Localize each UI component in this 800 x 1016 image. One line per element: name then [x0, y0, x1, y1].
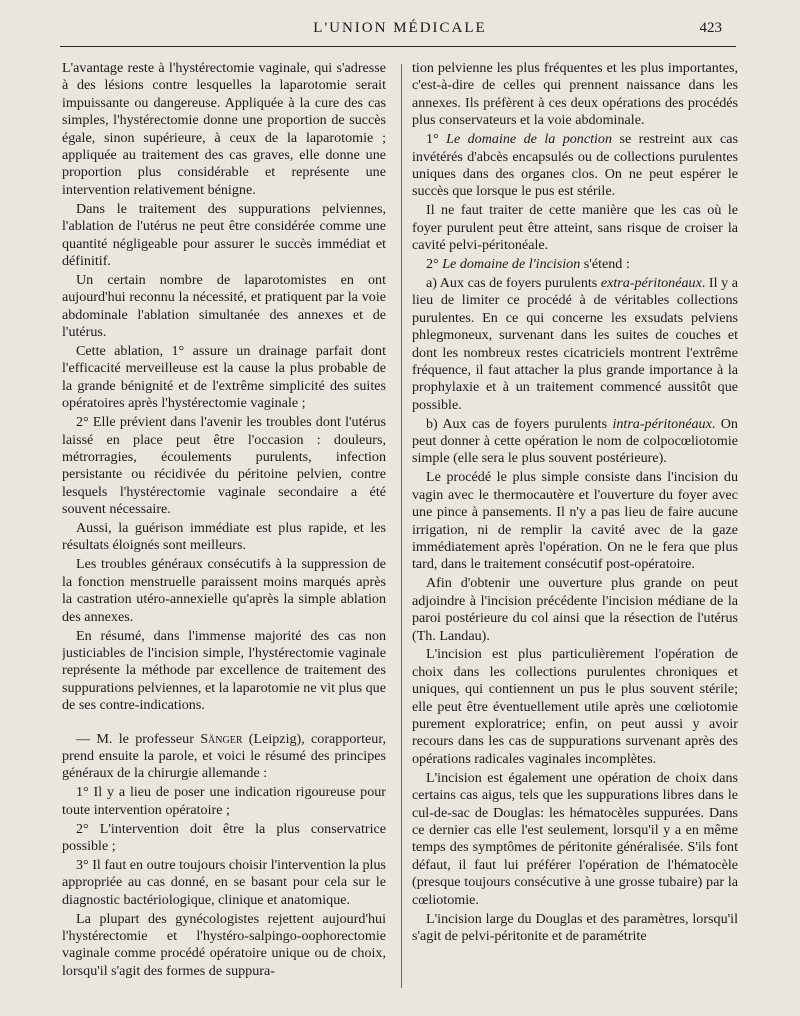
item-number: 2° [426, 255, 443, 272]
emphasis: extra-péritonéaux [600, 274, 702, 291]
paragraph: L'avantage reste à l'hystérectomie vaginale, qui s'adresse à des lésions contre lesquelles la laparotomie serait impuissante ou dangereuse. Appliquée à la cure des cas simples, l'hystérectomie donne une proportion de succès égale, sinon supérieure, à ceux de la laparotomie ; appliquée au traitement des cas graves, elle donne une proportion plus considérable et représente une intervention relativement bénigne. [62, 60, 386, 198]
paragraph: L'incision est également une opération de choix dans certains cas aigus, tels que les suppurations libres dans le cul-de-sac de Douglas: les hématocèles suppurées. Dans ce dernier cas elle l'est seulement, lorsqu'il y a en même temps des symptômes de péritonite généralisée. S'ils font défaut, il faut lui préférer l'opération de l'hématocèle (presque toujours consécutive à une grosse tubaire) par la cœliotomie. [412, 769, 738, 908]
paragraph: tion pelvienne les plus fréquentes et les plus importantes, c'est-à-dire de celles qui prennent naissance dans les annexes. Ils préfèrent à ces deux opérations des procédés plus conservateurs et la voie abdominale. [412, 60, 738, 129]
paragraph-text: a) Aux cas de foyers purulents [426, 274, 601, 291]
item-number: 1° [426, 131, 447, 148]
paragraph: L'incision large du Douglas et des paramètres, lorsqu'il s'agit de pelvi-péritonite et de paramétrite [412, 910, 738, 944]
paragraph: Les troubles généraux consécutifs à la suppression de la fonction menstruelle paraissent moins marqués après la castration utéro-annexielle qu'après la simple ablation des annexes. [62, 556, 386, 625]
sanger-paragraph [62, 731, 386, 783]
paragraph-text: se restreint aux cas invétérés d'abcès encapsulés ou de collections purulentes uniques dans des organes clos. On ne peut espérer le succès que lorsque le pus est stérile. [412, 131, 738, 200]
paragraph: Dans le traitement des suppurations pelviennes, l'ablation de l'utérus ne peut être considérée comme une quantité négligeable pour assurer le succès immédiat et définitif. [62, 200, 386, 269]
paragraph: 2° Elle prévient dans l'avenir les troubles dont l'utérus laissé en place peut être l'occasion : douleurs, métrorragies, écoulements purulents, infection persistante ou récidivée du péritoine pelvien, contre lesquels l'hystérectomie vaginale secondaire a été souvent nécessaire. [62, 414, 386, 518]
paragraph [412, 256, 738, 273]
header-rule [60, 46, 736, 47]
sanger-prefix: — M. le professeur [76, 730, 201, 747]
sanger-text: (Leipzig), corapporteur, prend ensuite la parole, et voici le résumé des principes généraux de la chirurgie allemande : [62, 730, 386, 782]
section-heading: Le domaine de la ponction [446, 131, 613, 148]
column-divider [401, 64, 402, 988]
paragraph-text: . On peut donner à cette opération le nom de colpocœliotomie simple (elle sera le plus souvent postérieure). [412, 415, 738, 467]
section-heading: Le domaine de l'incision [442, 255, 581, 272]
paragraph-text: b) Aux cas de foyers purulents [426, 415, 613, 432]
paragraph: Le procédé le plus simple consiste dans l'incision du vagin avec le thermocautère et l'ouverture du foyer avec une pince à pansements. Il n'y a pas lieu de faire aucune irrigation, ni de remplir la cavité avec de la gaze immédiatement après l'opération. On ne le fera que plus tard, dans le traitement consécutif post-opératoire. [412, 469, 738, 573]
right-column [412, 60, 738, 990]
paragraph-text: . Il y a lieu de limiter ce procédé à de véritables collections purulentes. En ce qui concerne les exsudats pelviens phlegmoneux, survenant dans les suites de couches et dont les nombreux restes cicatriciels montrent l'extrême fréquence, il faut attacher la plus grande importance à la prophylaxie et à un traitement commencé aussitôt que possible. [412, 274, 738, 413]
paragraph: Un certain nombre de laparotomistes en ont aujourd'hui reconnu la nécessité, et pratiquent par la voie abdominale l'ablation simultanée des annexes et de l'utérus. [62, 271, 386, 341]
paragraph: La plupart des gynécologistes rejettent aujourd'hui l'hystérectomie et l'hystéro-salpingo-oophorectomie vaginale comme procédé opératoire unique ou de choix, lorsqu'il s'agit des formes de suppura- [62, 910, 386, 979]
journal-title: L'UNION MÉDICALE [313, 20, 487, 36]
principle-item: 2° L'intervention doit être la plus conservatrice possible ; [62, 820, 386, 854]
paragraph: Aussi, la guérison immédiate est plus rapide, et les résultats éloignés sont meilleurs. [62, 520, 386, 554]
paragraph [412, 275, 738, 414]
left-column [62, 60, 386, 990]
running-header [0, 0, 800, 46]
principle-item: 3° Il faut en outre toujours choisir l'intervention la plus appropriée au cas donné, en se basant pour cela sur le diagnostic bactériologique, clinique et anatomique. [62, 856, 386, 908]
paragraph: En résumé, dans l'immense majorité des cas non justiciables de l'incision simple, l'hystérectomie vaginale représente la méthode par excellence de traitement des suppurations pelviennes, et la laparotomie ne vit plus que de ses contre-indications. [62, 627, 386, 714]
page-number: 423 [699, 20, 722, 36]
paragraph: Afin d'obtenir une ouverture plus grande on peut adjoindre à l'incision précédente l'incision médiane de la paroi postérieure du col ainsi que la résection de l'utérus (Th. Landau). [412, 575, 738, 644]
author-name: Sänger [200, 730, 243, 747]
principle-item: 1° Il y a lieu de poser une indication rigoureuse pour toute intervention opératoire ; [62, 784, 386, 818]
paragraph-text: s'étend : [580, 255, 630, 272]
paragraph: Cette ablation, 1° assure un drainage parfait dont l'efficacité merveilleuse est la cause la plus probable de la grande bénignité et de l'extrême simplicité des suites opératoires après l'hystérectomie vaginale ; [62, 343, 386, 412]
paragraph: Il ne faut traiter de cette manière que les cas où le foyer purulent peut être atteint, sans risque de croiser la cavité pelvi-péritonéale. [412, 202, 738, 254]
paragraph [412, 131, 738, 201]
emphasis: intra-péritonéaux [612, 415, 712, 432]
paragraph: L'incision est plus particulièrement l'opération de choix dans les collections purulentes chroniques et uniques, qui contiennent un pus le plus souvent stérile; elle peut être éventuellement utile après une cœliotomie purement exploratrice; enfin, on peut aussi y avoir recours dans les cas de suppurations survenant après des opérations radicales vaginales incomplètes. [412, 646, 738, 767]
paragraph [412, 416, 738, 468]
